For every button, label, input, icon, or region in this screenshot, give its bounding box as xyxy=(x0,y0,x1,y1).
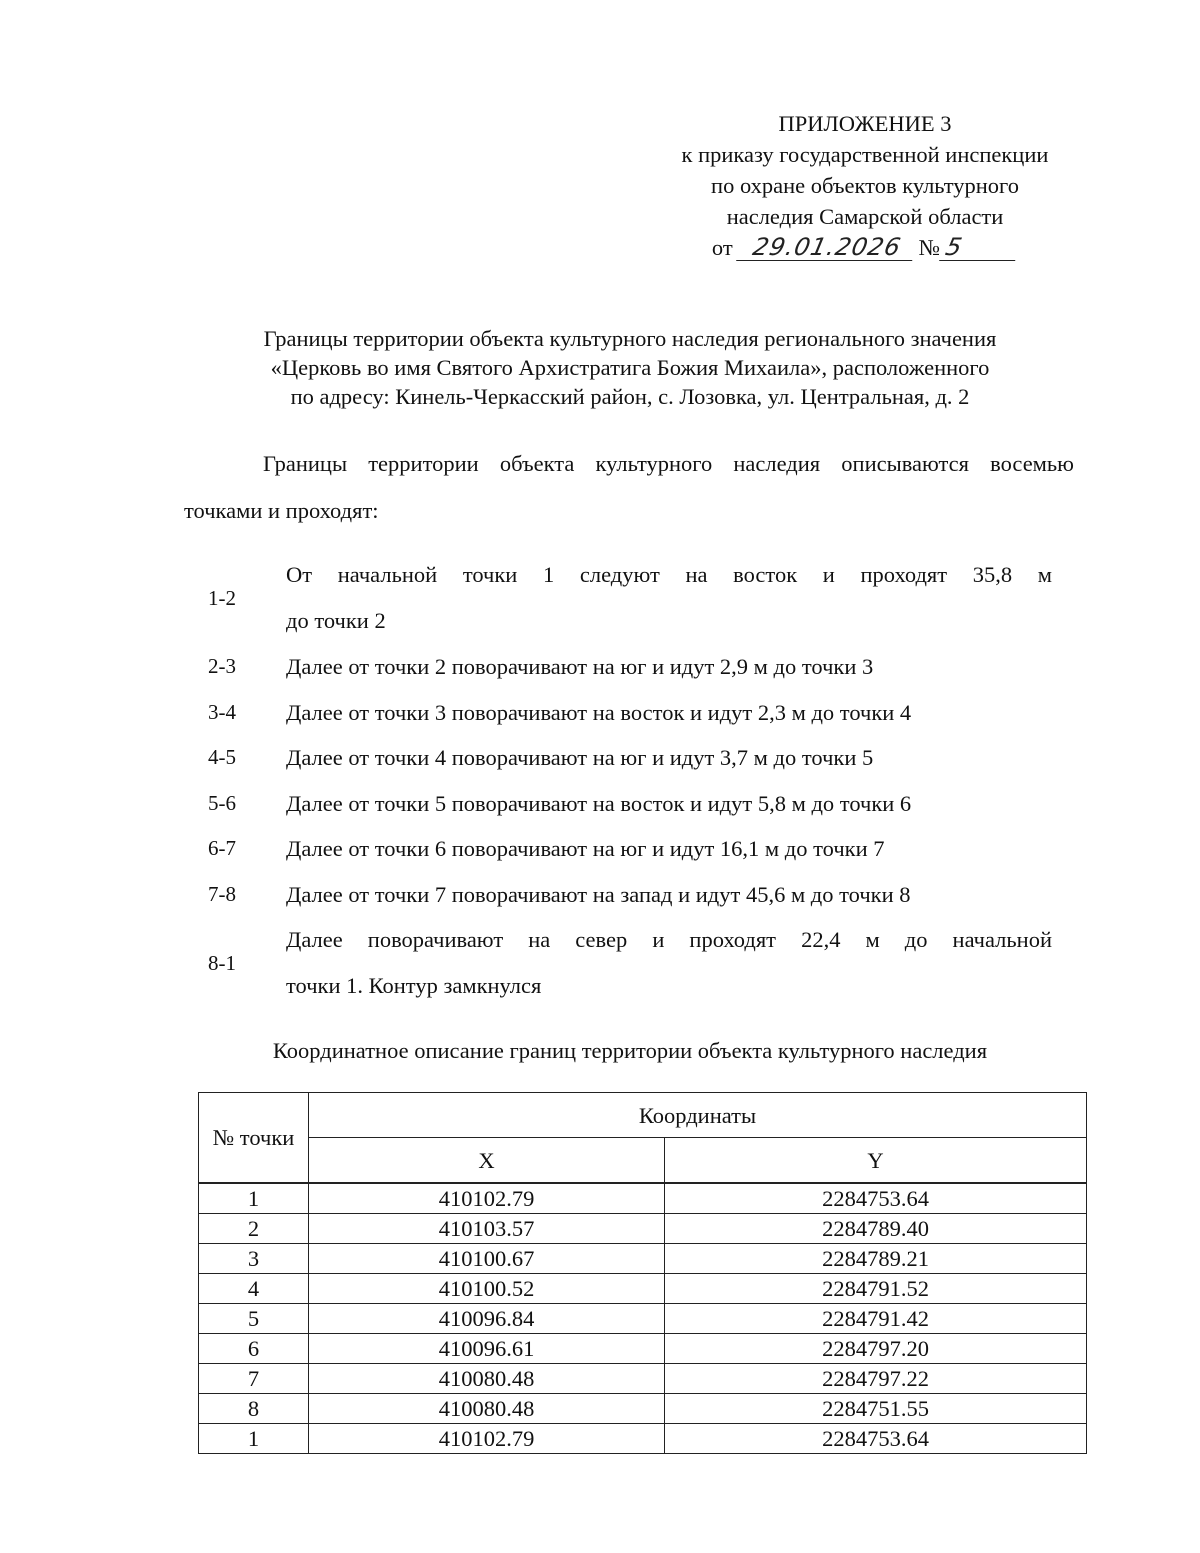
appendix-heading: ПРИЛОЖЕНИЕ 3 xyxy=(778,111,952,136)
cell-x: 410080.48 xyxy=(309,1394,665,1424)
cell-point: 6 xyxy=(199,1334,309,1364)
cell-y: 2284753.64 xyxy=(665,1424,1087,1454)
segment-code: 7-8 xyxy=(208,881,236,906)
table-row xyxy=(199,1274,1087,1304)
coordinates-caption: Координатное описание границ территории объекта культурного наследия xyxy=(272,1038,988,1063)
cell-x: 410100.67 xyxy=(309,1244,665,1274)
cell-y: 2284789.40 xyxy=(665,1214,1087,1244)
cell-x: 410080.48 xyxy=(309,1364,665,1394)
cell-point: 8 xyxy=(199,1394,309,1424)
appendix-header xyxy=(640,108,1090,263)
boundary-segments-list xyxy=(200,552,1060,1009)
segment-text-line-1: Далее поворачивают на север и проходят 22,4 м до начальной xyxy=(286,927,1052,952)
cell-x: 410102.79 xyxy=(309,1183,665,1214)
segment-text: Далее от точки 5 поворачивают на восток и идут 5,8 м до точки 6 xyxy=(286,790,912,816)
cell-point: 7 xyxy=(199,1364,309,1394)
segment-item xyxy=(200,826,1060,872)
segment-item xyxy=(200,690,1060,736)
cell-x: 410103.57 xyxy=(309,1214,665,1244)
table-row xyxy=(199,1334,1087,1364)
segment-code: 3-4 xyxy=(208,699,236,724)
order-number-label: № xyxy=(918,235,941,260)
table-row xyxy=(199,1394,1087,1424)
segment-text: Далее от точки 3 поворачивают на восток и идут 2,3 м до точки 4 xyxy=(286,699,912,725)
table-row xyxy=(199,1424,1087,1454)
table-row xyxy=(199,1364,1087,1394)
intro-line-1: Границы территории объекта культурного наследия описываются восемью xyxy=(263,451,1074,476)
segment-item xyxy=(200,644,1060,690)
header-point-number: № точки xyxy=(199,1093,309,1184)
order-reference xyxy=(640,232,1090,263)
cell-y: 2284797.22 xyxy=(665,1364,1087,1394)
segment-item xyxy=(200,735,1060,781)
coordinates-table xyxy=(198,1092,1087,1454)
order-date-handwritten: 29.01.2026 xyxy=(736,234,918,261)
segment-text-line-2: до точки 2 xyxy=(286,608,386,633)
appendix-line-3: наследия Самарской области xyxy=(726,204,1004,229)
segment-item xyxy=(200,781,1060,827)
segment-code: 5-6 xyxy=(208,790,236,815)
header-y: Y xyxy=(665,1138,1087,1184)
cell-point: 1 xyxy=(199,1424,309,1454)
cell-x: 410096.84 xyxy=(309,1304,665,1334)
segment-code: 4-5 xyxy=(208,745,236,769)
segment-item xyxy=(200,552,1060,644)
cell-y: 2284789.21 xyxy=(665,1244,1087,1274)
segment-text-line-1: От начальной точки 1 следуют на восток и проходят 35,8 м xyxy=(286,562,1052,587)
segment-text: Далее от точки 2 поворачивают на юг и идут 2,9 м до точки 3 xyxy=(286,654,874,679)
table-row xyxy=(199,1183,1087,1214)
segment-text: Далее от точки 7 поворачивают на запад и идут 45,6 м до точки 8 xyxy=(286,881,911,907)
segment-code: 6-7 xyxy=(208,836,236,860)
appendix-line-2: по охране объектов культурного xyxy=(711,173,1019,198)
segment-item xyxy=(200,917,1060,1009)
table-row xyxy=(199,1214,1087,1244)
title-line-1: Границы территории объекта культурного наследия регионального значения xyxy=(263,326,997,351)
cell-point: 1 xyxy=(199,1183,309,1214)
table-subheader-row xyxy=(199,1138,1087,1184)
table-row xyxy=(199,1304,1087,1334)
segment-text: Далее от точки 6 поворачивают на юг и идут 16,1 м до точки 7 xyxy=(286,836,885,861)
segment-text-line-2: точки 1. Контур замкнулся xyxy=(286,973,542,998)
cell-point: 3 xyxy=(199,1244,309,1274)
cell-y: 2284791.42 xyxy=(665,1304,1087,1334)
cell-y: 2284751.55 xyxy=(665,1394,1087,1424)
title-line-3: по адресу: Кинель-Черкасский район, с. Лозовка, ул. Центральная, д. 2 xyxy=(290,384,970,409)
intro-paragraph xyxy=(184,440,1074,534)
order-number-handwritten: 5 xyxy=(939,234,1021,261)
cell-y: 2284797.20 xyxy=(665,1334,1087,1364)
segment-item xyxy=(200,872,1060,918)
segment-code: 2-3 xyxy=(208,654,236,678)
cell-x: 410096.61 xyxy=(309,1334,665,1364)
segment-code: 8-1 xyxy=(208,951,236,975)
cell-point: 2 xyxy=(199,1214,309,1244)
appendix-line-1: к приказу государственной инспекции xyxy=(681,142,1049,167)
document-title xyxy=(100,324,1160,411)
cell-x: 410100.52 xyxy=(309,1274,665,1304)
intro-line-2: точками и проходят: xyxy=(184,498,379,523)
order-from-label: от xyxy=(711,235,733,260)
cell-point: 4 xyxy=(199,1274,309,1304)
segment-code: 1-2 xyxy=(208,586,236,610)
cell-x: 410102.79 xyxy=(309,1424,665,1454)
cell-y: 2284753.64 xyxy=(665,1183,1087,1214)
header-x: X xyxy=(309,1138,665,1184)
table-row xyxy=(199,1244,1087,1274)
title-line-2: «Церковь во имя Святого Архистратига Божия Михаила», расположенного xyxy=(270,355,990,380)
cell-y: 2284791.52 xyxy=(665,1274,1087,1304)
table-header-row xyxy=(199,1093,1087,1138)
header-coordinates: Координаты xyxy=(309,1093,1087,1138)
segment-text: Далее от точки 4 поворачивают на юг и идут 3,7 м до точки 5 xyxy=(286,745,874,770)
cell-point: 5 xyxy=(199,1304,309,1334)
